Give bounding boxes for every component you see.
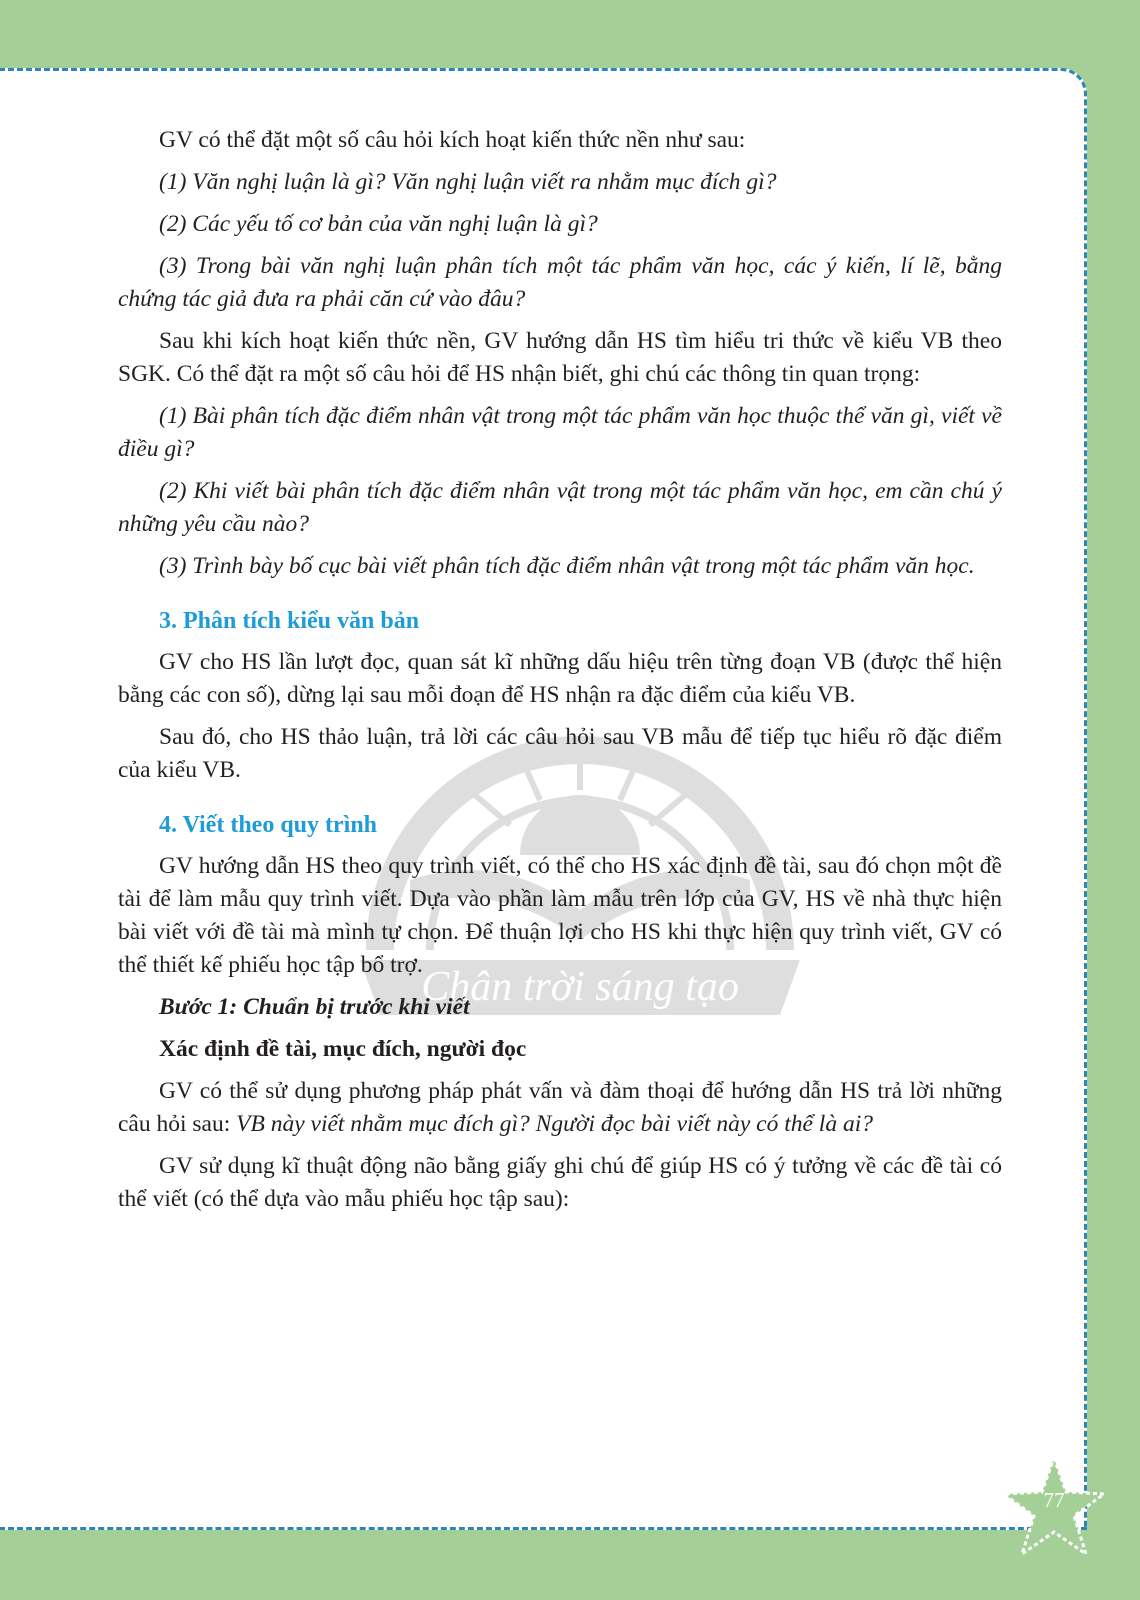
page-number: 77 — [1043, 1488, 1065, 1512]
brainstorm-paragraph: GV sử dụng kĩ thuật động não bằng giấy ghi chú để giúp HS có ý tưởng về các đề tài có thể viết (có thể dựa vào mẫu phiếu học tập sau): — [118, 1153, 1002, 1212]
question-1: (1) Văn nghị luận là gì? Văn nghị luận viết ra nhằm mục đích gì? — [159, 169, 777, 195]
section-4-paragraph: GV hướng dẫn HS theo quy trình viết, có thể cho HS xác định đề tài, sau đó chọn một đề tài để làm mẫu quy trình viết. Dựa vào phần làm mẫu trên lớp của GV, HS về nhà thực hiện bài viết với đề tài mà mình tự chọn. Để thuận lợi cho HS khi thực hiện quy trình viết, GV có thể thiết kế phiếu học tập bổ trợ. — [118, 853, 1002, 978]
question-method-paragraph — [118, 1075, 1002, 1141]
section-4-heading: 4. Viết theo quy trình — [159, 812, 378, 838]
question-2: (2) Các yếu tố cơ bản của văn nghị luận là gì? — [159, 211, 598, 237]
question-method-text: GV có thể sử dụng phương pháp phát vấn và đàm thoại để hướng dẫn HS trả lời những câu hỏi sau: — [118, 1078, 1002, 1137]
topic-subheading: Xác định đề tài, mục đích, người đọc — [159, 1036, 527, 1062]
knowledge-question-1: (1) Bài phân tích đặc điểm nhân vật trong một tác phẩm văn học thuộc thể văn gì, viết về điều gì? — [118, 403, 1002, 462]
question-3: (3) Trong bài văn nghị luận phân tích một tác phẩm văn học, các ý kiến, lí lẽ, bằng chứng tác giả đưa ra phải căn cứ vào đâu? — [118, 253, 1002, 312]
section-3-paragraph-2: Sau đó, cho HS thảo luận, trả lời các câu hỏi sau VB mẫu để tiếp tục hiểu rõ đặc điểm của kiểu VB. — [118, 724, 1002, 783]
section-3-paragraph-1: GV cho HS lần lượt đọc, quan sát kĩ những dấu hiệu trên từng đoạn VB (được thể hiện bằng các con số), dừng lại sau mỗi đoạn để HS nhận ra đặc điểm của kiểu VB. — [118, 649, 1002, 708]
watermark-text: Chân trời sáng tạo — [421, 964, 739, 1010]
knowledge-question-3: (3) Trình bày bố cục bài viết phân tích đặc điểm nhân vật trong một tác phẩm văn học. — [159, 553, 975, 579]
step-1-heading: Bước 1: Chuẩn bị trước khi viết — [159, 994, 470, 1020]
section-3-heading: 3. Phân tích kiểu văn bản — [159, 608, 420, 634]
knowledge-paragraph: Sau khi kích hoạt kiến thức nền, GV hướng dẫn HS tìm hiểu tri thức về kiểu VB theo SGK. Có thể đặt ra một số câu hỏi để HS nhận biết, ghi chú các thông tin quan trọng: — [118, 328, 1002, 387]
intro-paragraph: GV có thể đặt một số câu hỏi kích hoạt kiến thức nền như sau: — [159, 127, 746, 153]
question-method-italic: VB này viết nhằm mục đích gì? Người đọc bài viết này có thể là ai? — [236, 1111, 873, 1137]
main-content — [118, 124, 1002, 1225]
knowledge-question-2: (2) Khi viết bài phân tích đặc điểm nhân vật trong một tác phẩm văn học, em cần chú ý những yêu cầu nào? — [118, 478, 1002, 537]
